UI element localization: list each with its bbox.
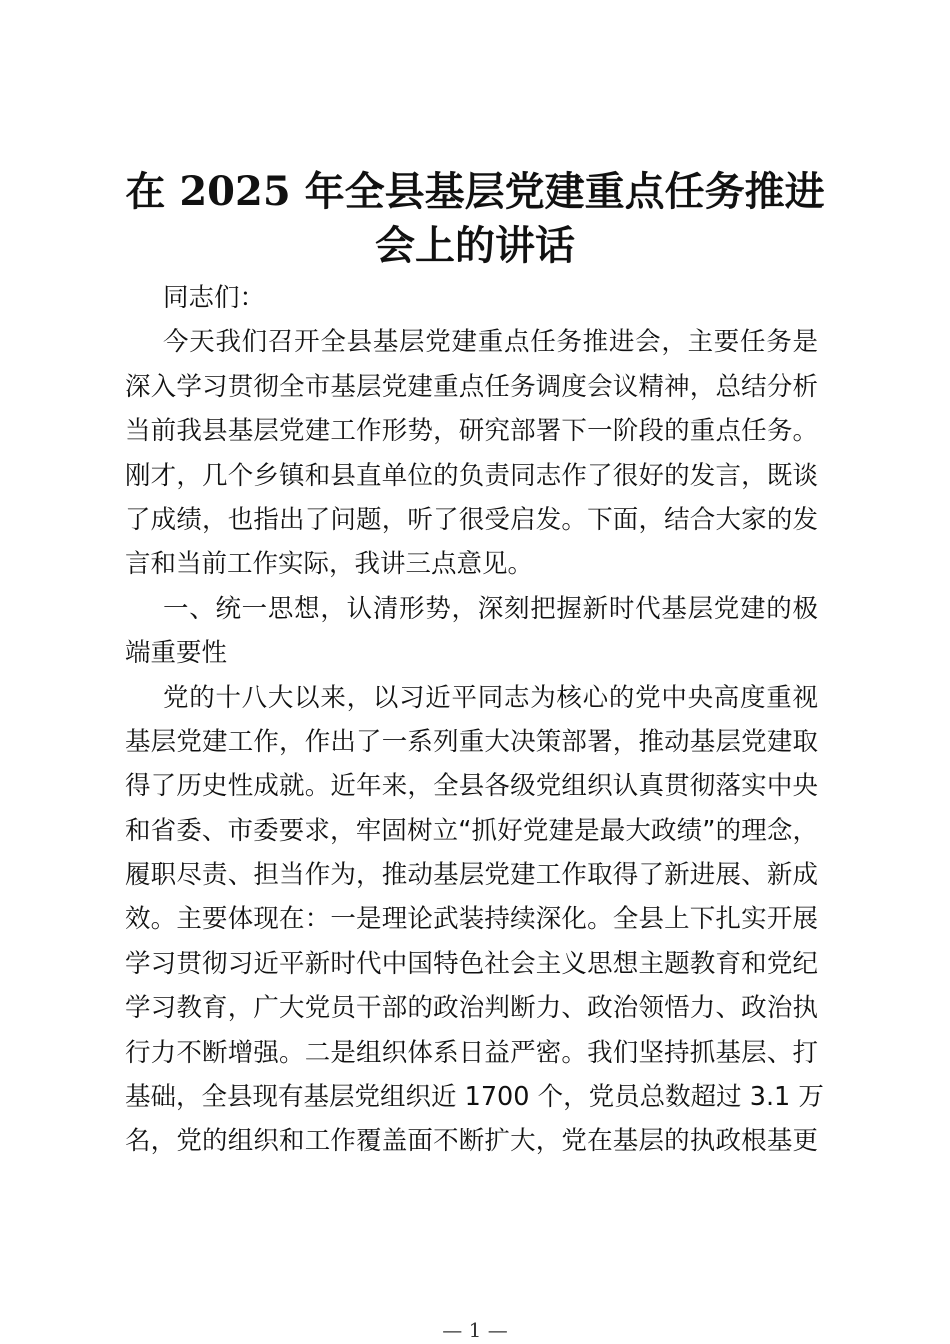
document-body: [125, 276, 824, 1164]
text-line: 了成绩，也指出了问题，听了很受启发。下面，结合大家的发: [125, 504, 818, 535]
text-line: 端重要性: [125, 638, 228, 669]
text-line: 同志们：: [163, 283, 266, 313]
text-line: 深入学习贯彻全市基层党建重点任务调度会议精神，总结分析: [125, 371, 818, 402]
text-line: 学习教育，广大党员干部的政治判断力、政治领悟力、政治执: [125, 993, 818, 1024]
document-title-line-2: 会上的讲话: [375, 222, 575, 269]
text-line: 言和当前工作实际，我讲三点意见。: [125, 549, 534, 580]
text-line: 当前我县基层党建工作形势，研究部署下一阶段的重点任务。: [125, 416, 818, 447]
text-line: 今天我们召开全县基层党建重点任务推进会，主要任务是: [163, 327, 818, 358]
text-line: 党的十八大以来，以习近平同志为核心的党中央高度重视: [163, 682, 818, 713]
text-line: 学习贯彻习近平新时代中国特色社会主义思想主题教育和党纪: [125, 948, 818, 979]
text-line: 履职尽责、担当作为，推动基层党建工作取得了新进展、新成: [125, 860, 818, 891]
text-line: 行力不断增强。二是组织体系日益严密。我们坚持抓基层、打: [125, 1037, 818, 1068]
text-line: 基层党建工作，作出了一系列重大决策部署，推动基层党建取: [125, 726, 818, 757]
text-line: 一、统一思想，认清形势，深刻把握新时代基层党建的极: [163, 593, 818, 624]
document-title-line-1: 在 2025 年全县基层党建重点任务推进: [125, 168, 825, 215]
text-line: 效。主要体现在：一是理论武装持续深化。全县上下扎实开展: [125, 904, 818, 935]
text-line: 名，党的组织和工作覆盖面不断扩大，党在基层的执政根基更: [125, 1126, 818, 1157]
page-number: — 1 —: [442, 1318, 508, 1342]
text-line: 刚才，几个乡镇和县直单位的负责同志作了很好的发言，既谈: [125, 460, 818, 491]
text-line: 和省委、市委要求，牢固树立“抓好党建是最大政绩”的理念，: [125, 815, 818, 846]
text-line: 得了历史性成就。近年来，全县各级党组织认真贯彻落实中央: [125, 771, 818, 802]
text-line: 基础，全县现有基层党组织近 1700 个，党员总数超过 3.1 万: [125, 1082, 824, 1113]
